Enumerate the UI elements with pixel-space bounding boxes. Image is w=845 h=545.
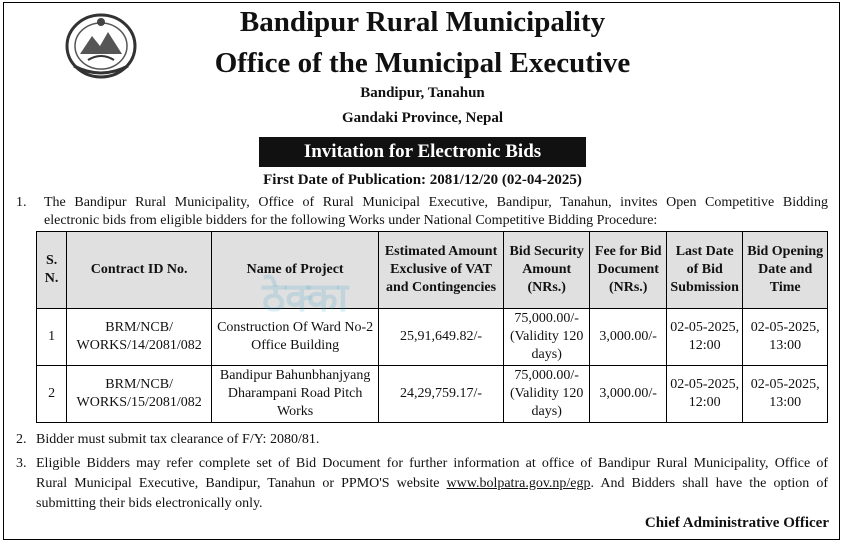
table-cell: Bandipur Bahunbhanjyang Dharampani Road Pitch Works — [212, 366, 379, 423]
table-cell: 3,000.00/- — [590, 366, 666, 423]
bids-table — [36, 231, 828, 423]
point-2-text: Bidder must submit tax clearance of F/Y: 2080/81. — [36, 432, 320, 447]
point-2-number: 2. — [16, 432, 27, 447]
header-cell: Contract ID No. — [67, 232, 212, 309]
table-cell: 02-05-2025, 12:00 — [666, 309, 742, 366]
table-cell: 02-05-2025, 13:00 — [743, 309, 828, 366]
header-cell: Last Date of Bid Submission — [666, 232, 742, 309]
table-cell: Construction Of Ward No-2 Office Building — [212, 309, 379, 366]
table-cell: 02-05-2025, 12:00 — [666, 366, 742, 423]
point-1-line-2: electronic bids from eligible bidders for the following Works under National Competitive Bidding Procedure: — [44, 213, 658, 228]
table-cell: 2 — [37, 366, 67, 423]
table-cell: 25,91,649.82/- — [379, 309, 504, 366]
header-cell: Name of Project — [212, 232, 379, 309]
address-line-2: Gandaki Province, Nepal — [342, 110, 503, 126]
point-3-line-3: submitting their bids electronically only. — [36, 496, 263, 511]
point-3-number: 3. — [16, 456, 27, 471]
table-row — [37, 309, 828, 366]
table-cell: 1 — [37, 309, 67, 366]
table-cell: BRM/NCB/ WORKS/14/2081/082 — [67, 309, 212, 366]
header-cell: Fee for Bid Document (NRs.) — [590, 232, 666, 309]
publication-date: First Date of Publication: 2081/12/20 (02-04-2025) — [263, 172, 582, 188]
table-cell: 75,000.00/- (Validity 120 days) — [503, 366, 590, 423]
signature: Chief Administrative Officer — [644, 515, 829, 531]
header-cell: S. N. — [37, 232, 67, 309]
header-cell: Bid Security Amount (NRs.) — [503, 232, 590, 309]
table-header-row — [37, 232, 828, 309]
table-cell: 3,000.00/- — [590, 309, 666, 366]
table-cell: 02-05-2025, 13:00 — [743, 366, 828, 423]
point-1-line-1: The Bandipur Rural Municipality, Office of Rural Municipal Executive, Bandipur, Tanahun, invites Open Competitive Bidding — [44, 195, 828, 210]
page-subtitle: Office of the Municipal Executive — [214, 47, 631, 79]
header-cell: Bid Opening Date and Time — [743, 232, 828, 309]
table-cell: 24,29,759.17/- — [379, 366, 504, 423]
table-cell: BRM/NCB/ WORKS/15/2081/082 — [67, 366, 212, 423]
notice-banner — [259, 137, 586, 167]
table-cell: 75,000.00/- (Validity 120 days) — [503, 309, 590, 366]
table-row — [37, 366, 828, 423]
page-title: Bandipur Rural Municipality — [239, 6, 606, 38]
ppmo-website-link[interactable]: www.bolpatra.gov.np/egp — [446, 476, 591, 491]
point-3-line-1: Eligible Bidders may refer complete set of Bid Document for further information at office of Bandipur Rural Municipality, Office of — [36, 456, 828, 471]
point-3-line-2-text: Rural Municipal Executive, Bandipur, Tanahun or PPMO'S website — [36, 476, 447, 491]
point-3-line-2-tail: . And Bidders shall have the option of — [590, 476, 828, 491]
point-1-number: 1. — [16, 195, 27, 210]
header-cell: Estimated Amount Exclusive of VAT and Contingencies — [379, 232, 504, 309]
notice-banner-text: Invitation for Electronic Bids — [303, 141, 542, 162]
address-line-1: Bandipur, Tanahun — [360, 85, 485, 101]
point-3-line-2 — [36, 474, 828, 493]
